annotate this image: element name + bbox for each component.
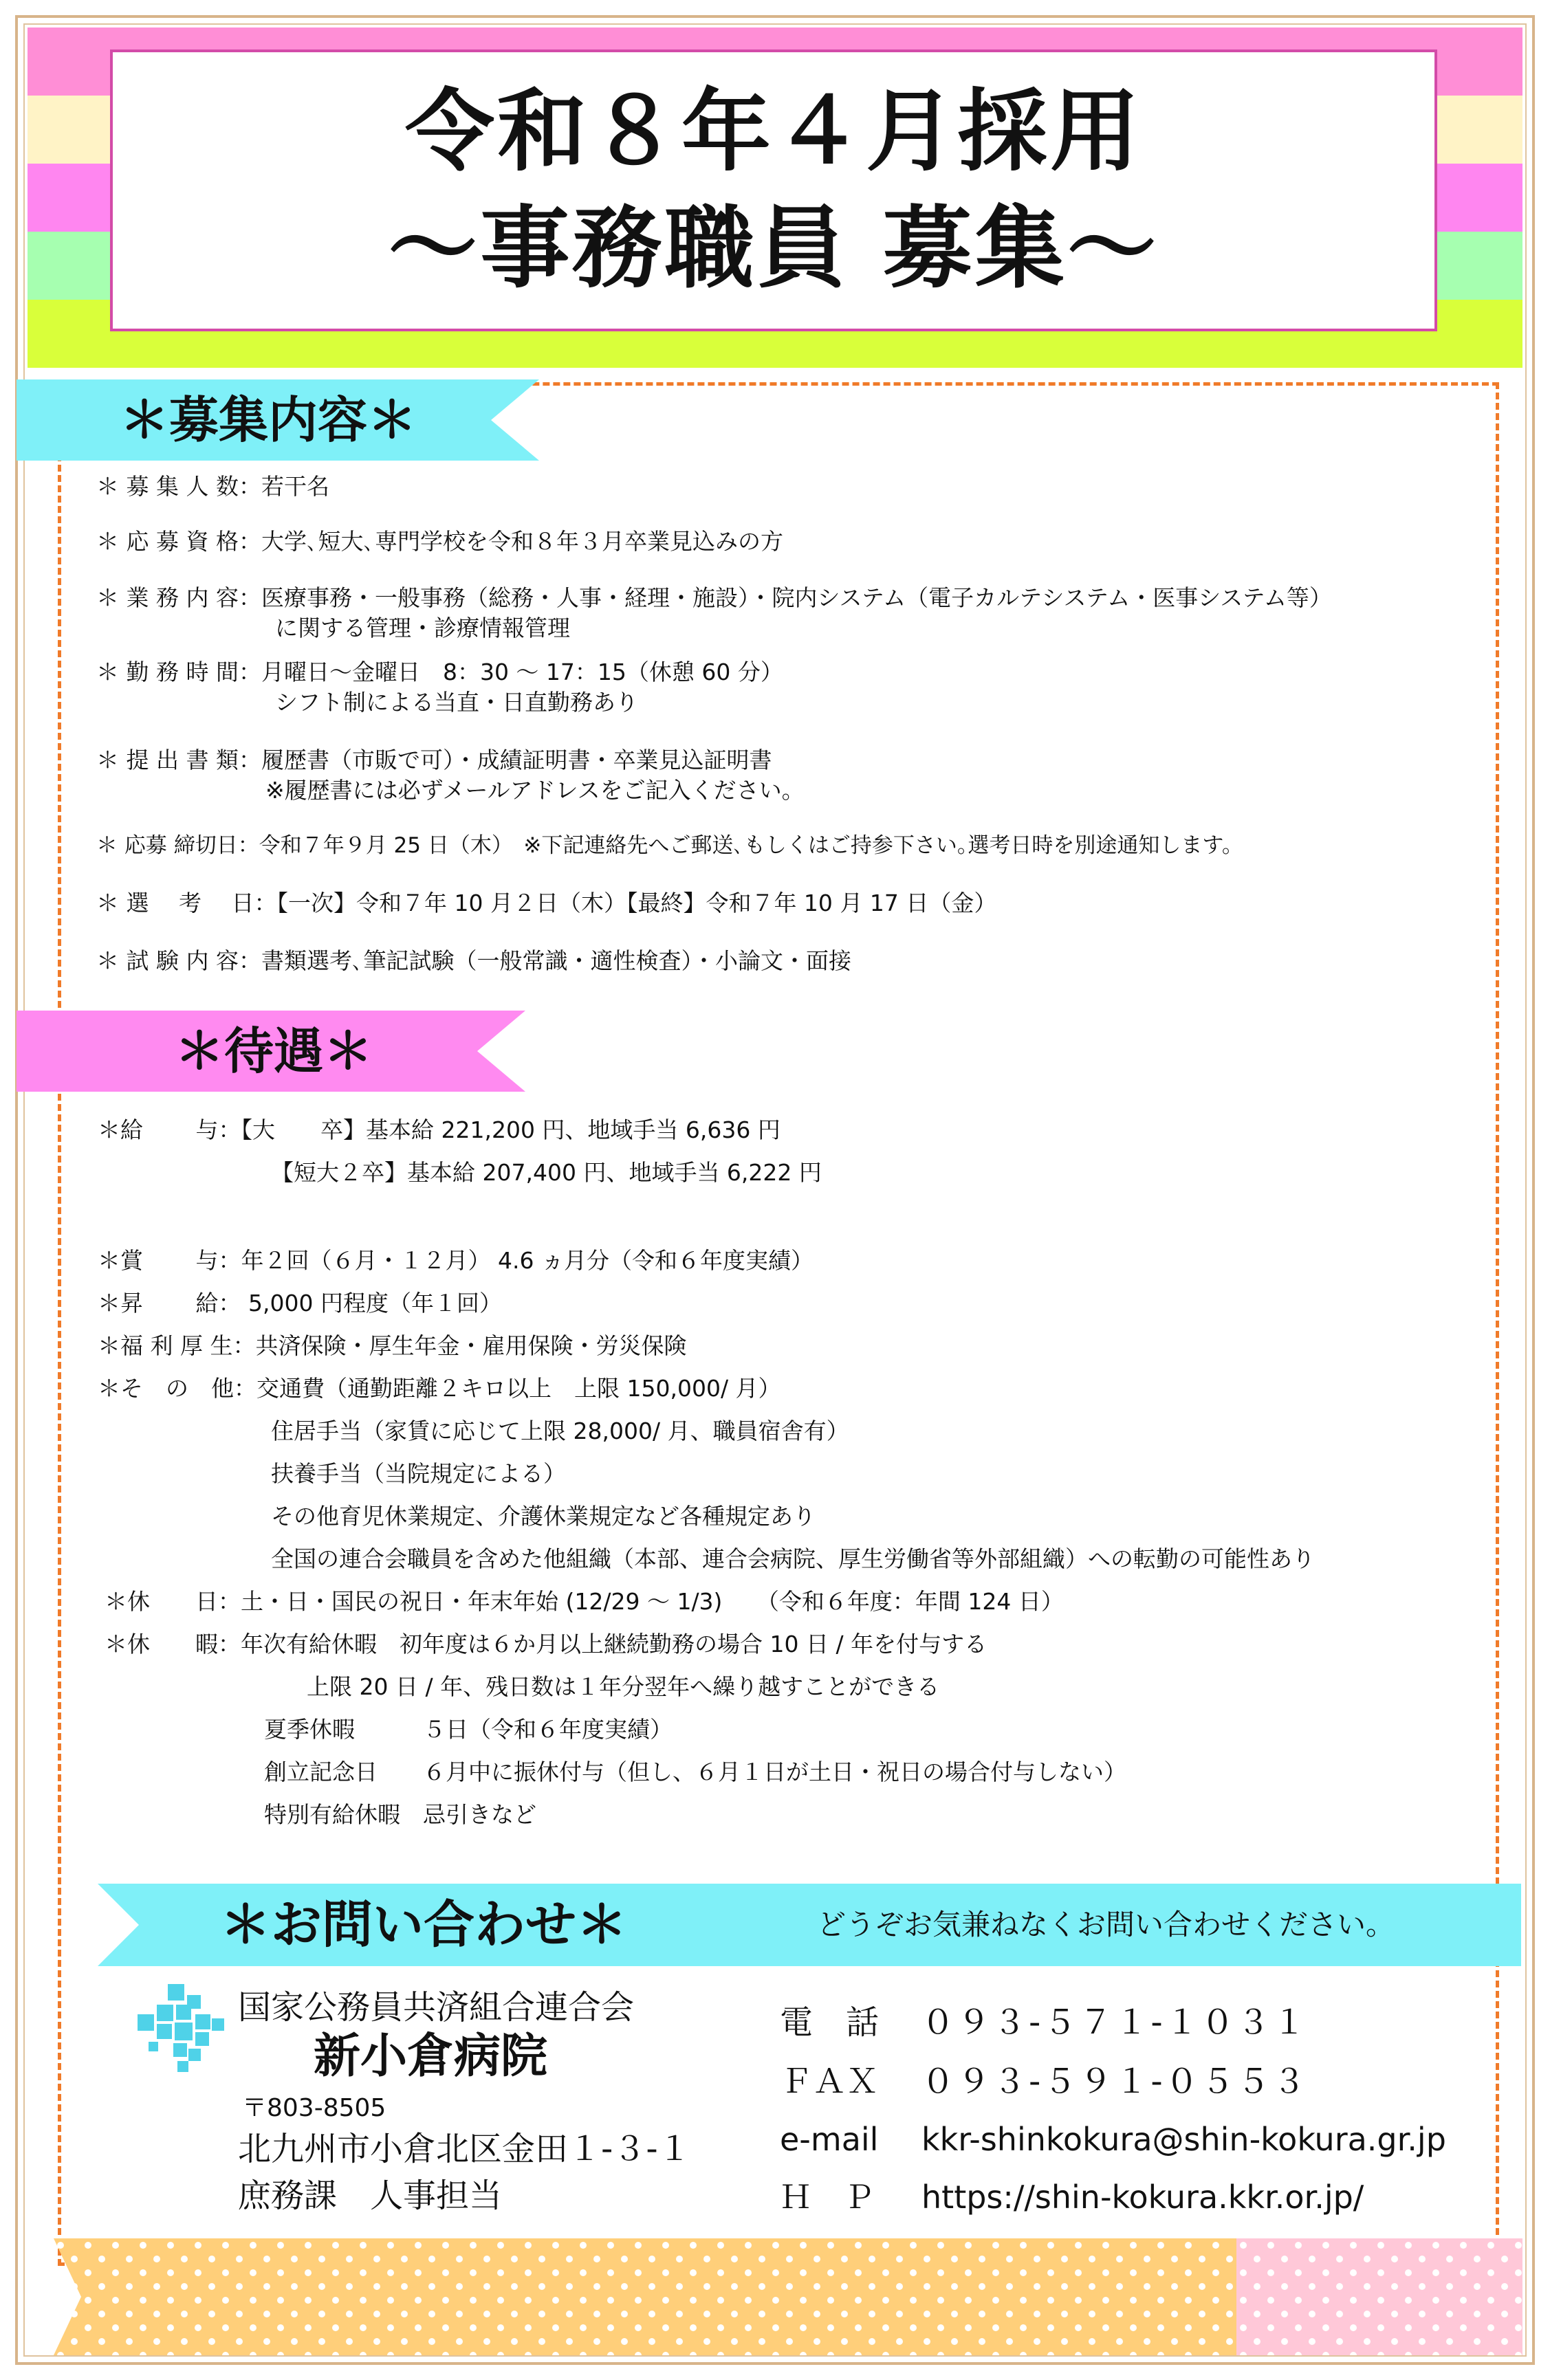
benefit-line-salary: ＊給 与：【大 卒】基本給 221,200 円、地域手当 6,636 円 <box>98 1116 781 1143</box>
page-subtitle: ～事務職員 募集～ <box>388 196 1159 300</box>
recruit-heading: ＊募集内容＊ <box>120 391 417 449</box>
recruit-line-documents-note: ※履歴書には必ずメールアドレスをご記入ください。 <box>265 777 805 804</box>
address: 北九州市小倉北区金田１-３-１ <box>238 2130 691 2168</box>
hospital-logo <box>138 1984 227 2073</box>
hp-label: Ｈ Ｐ <box>780 2179 875 2216</box>
contact-heading-ribbon <box>98 1884 1521 1966</box>
contact-message: どうぞお気兼ねなくお問い合わせください。 <box>817 1908 1395 1941</box>
benefit-line-summer: 夏季休暇 ５日（令和６年度実績） <box>264 1716 673 1743</box>
benefit-line-housing: 住居手当（家賃に応じて上限 28,000/ 月、職員宿舎有） <box>271 1418 849 1444</box>
recruit-line-duties: ＊ 業 務 内 容：医療事務・一般事務（総務・人事・経理・施設）・院内システム（電子カルテシステム・医事システム等） <box>96 584 1332 611</box>
email-label: e-mail <box>780 2121 879 2158</box>
benefit-line-welfare: ＊福 利 厚 生：共済保険・厚生年金・雇用保険・労災保険 <box>98 1332 687 1359</box>
title-box <box>110 49 1437 331</box>
benefit-line-leave-rules: その他育児休業規定、介護休業規定など各種規定あり <box>271 1503 816 1530</box>
recruit-line-exam: ＊ 試 験 内 容：書類選考､筆記試験（一般常識・適性検査）・小論文・面接 <box>96 947 851 974</box>
recruit-line-count: ＊ 募 集 人 数：若干名 <box>96 473 329 500</box>
recruit-line-duties-cont: に関する管理・診療情報管理 <box>275 615 570 641</box>
benefits-heading-ribbon <box>17 1011 525 1092</box>
benefit-line-vacation-carry: 上限 20 日 / 年、残日数は１年分翌年へ繰り越すことができる <box>307 1673 940 1700</box>
benefit-line-bonus: ＊賞 与：年２回（６月・１２月） 4.6 ヵ月分（令和６年度実績） <box>98 1247 814 1274</box>
benefit-line-special-leave: 特別有給休暇 忌引きなど <box>264 1801 536 1828</box>
benefit-line-raise: ＊昇 給： 5,000 円程度（年１回） <box>98 1290 502 1316</box>
tel-label: 電 話 <box>780 2003 880 2042</box>
benefit-line-other: ＊そ の 他：交通費（通勤距離２キロ以上 上限 150,000/ 月） <box>98 1375 781 1402</box>
tel-number[interactable]: ０９３-５７１-１０３１ <box>921 2003 1309 2042</box>
contact-heading: ＊お問い合わせ＊ <box>220 1895 627 1954</box>
fax-label: ＦＡＸ <box>780 2062 880 2101</box>
recruit-heading-ribbon <box>17 379 539 461</box>
benefit-line-transfer: 全国の連合会職員を含めた他組織（本部、連合会病院、厚生労働省等外部組織）への転勤の可能性あり <box>271 1545 1315 1572</box>
benefit-line-anniversary: 創立記念日 ６月中に振休付与（但し、６月１日が土日・祝日の場合付与しない） <box>264 1759 1126 1785</box>
recruit-line-deadline: ＊ 応募 締切日：令和７年９月 25 日（木） ※下記連絡先へご郵送､もしくはご持参下さい｡選考日時を別途通知します。 <box>96 833 1243 858</box>
recruit-line-selection-date: ＊ 選 考 日：【一次】令和７年 10 月２日（木）【最終】令和７年 10 月 17 日（金） <box>96 890 997 916</box>
recruit-line-qualification: ＊ 応 募 資 格：大学､短大､専門学校を令和８年３月卒業見込みの方 <box>96 528 783 555</box>
email-address[interactable]: kkr-shinkokura@shin-kokura.gr.jp <box>921 2121 1446 2158</box>
benefit-line-holidays: ＊休 日：土・日・国民の祝日・年末年始 (12/29 ～ 1/3) （令和６年度：年間 124 日） <box>105 1588 1064 1615</box>
bottom-dot-band <box>54 2238 1522 2355</box>
fax-number: ０９３-５９１-０５５３ <box>921 2062 1309 2101</box>
benefit-line-vacation: ＊休 暇：年次有給休暇 初年度は６か月以上継続勤務の場合 10 日 / 年を付与する <box>105 1631 987 1657</box>
postal-code: 〒803-8505 <box>242 2094 386 2122</box>
page-title: 令和８年４月採用 <box>404 79 1142 184</box>
hospital-name: 新小倉病院 <box>314 2029 548 2084</box>
benefit-line-family: 扶養手当（当院規定による） <box>271 1460 566 1487</box>
org-name: 国家公務員共済組合連合会 <box>238 1988 635 2027</box>
department: 庶務課 人事担当 <box>238 2177 503 2215</box>
recruit-line-hours-cont: シフト制による当直・日直勤務あり <box>275 689 638 716</box>
recruit-line-documents: ＊ 提 出 書 類：履歴書（市販で可）・成績証明書・卒業見込証明書 <box>96 747 772 773</box>
benefits-heading: ＊待遇＊ <box>175 1022 373 1080</box>
hp-url[interactable]: https://shin-kokura.kkr.or.jp/ <box>921 2179 1364 2216</box>
recruit-line-hours: ＊ 勤 務 時 間：月曜日～金曜日 8：30 ～ 17：15（休憩 60 分） <box>96 659 783 685</box>
benefit-line-salary-junior: 【短大２卒】基本給 207,400 円、地域手当 6,222 円 <box>271 1159 822 1186</box>
